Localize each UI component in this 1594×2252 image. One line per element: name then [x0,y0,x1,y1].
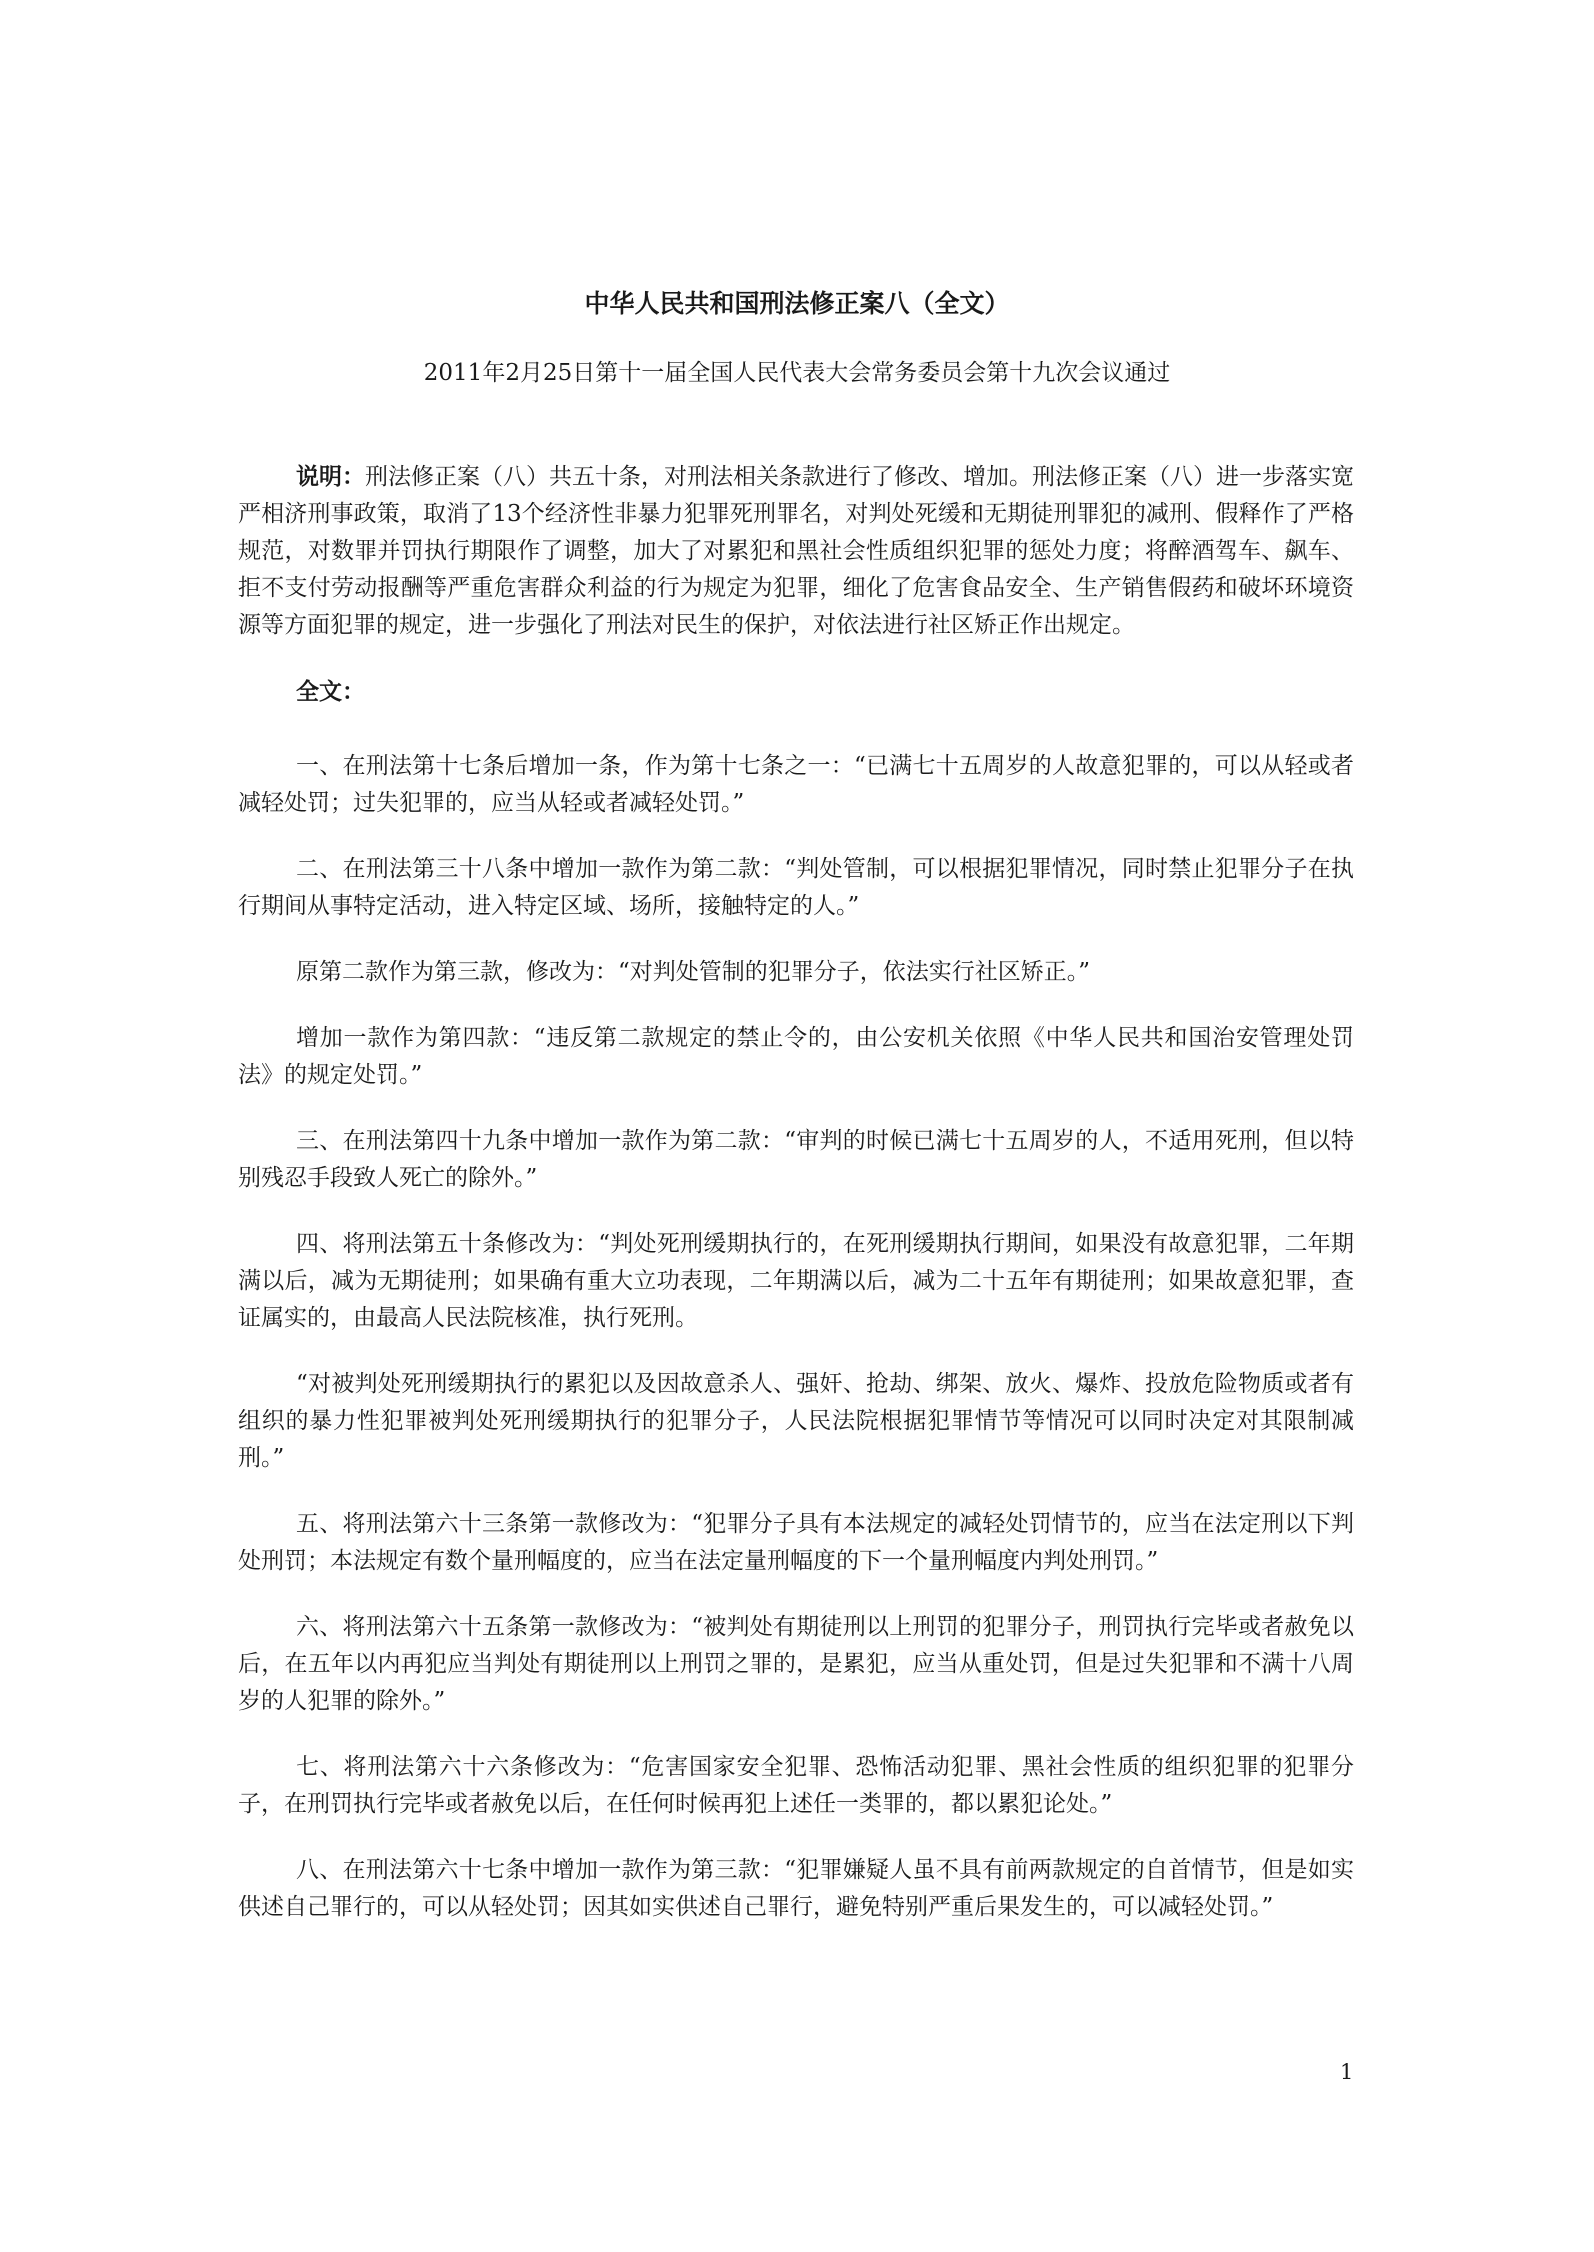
document-title: 中华人民共和国刑法修正案八（全文） [584,289,1010,318]
article-paragraph: 三、在刑法第四十九条中增加一款作为第二款：“审判的时候已满七十五周岁的人，不适用死刑，但以特别残忍手段致人死亡的除外。” [238,1128,1354,1191]
document-subtitle: 2011年2月25日第十一届全国人民代表大会常务委员会第十九次会议通过 [423,360,1171,386]
article-paragraph: 六、将刑法第六十五条第一款修改为：“被判处有期徒刑以上刑罚的犯罪分子，刑罚执行完毕或者赦免以后，在五年以内再犯应当判处有期徒刑以上刑罚之罪的，是累犯，应当从重处罚，但是过失犯罪和不满十八周岁的人犯罪的除外。” [238,1614,1354,1714]
article-paragraph: 七、将刑法第六十六条修改为：“危害国家安全犯罪、恐怖活动犯罪、黑社会性质的组织犯罪的犯罪分子，在刑罚执行完毕或者赦免以后，在任何时候再犯上述任一类罪的，都以累犯论处。” [238,1754,1354,1817]
note-label: 说明： [296,463,365,490]
note-text: 刑法修正案（八）共五十条，对刑法相关条款进行了修改、增加。刑法修正案（八）进一步落实宽严相济刑事政策，取消了13个经济性非暴力犯罪死刑罪名，对判处死缓和无期徒刑罪犯的减刑、假释作了严格规范，对数罪并罚执行期限作了调整，加大了对累犯和黑社会性质组织犯罪的惩处力度；将醉酒驾车、飙车、拒不支付劳动报酬等严重危害群众利益的行为规定为犯罪，细化了危害食品安全、生产销售假药和破坏环境资源等方面犯罪的规定，进一步强化了刑法对民生的保护，对依法进行社区矫正作出规定。 [238,464,1354,638]
document-body [238,458,1354,1955]
fulltext-label-text: 全文： [296,678,365,705]
page-number: 1 [1340,2060,1354,2084]
article-paragraph: 原第二款作为第三款，修改为：“对判处管制的犯罪分子，依法实行社区矫正。” [296,959,1091,985]
fulltext-label [238,673,1354,711]
note-paragraph [238,458,1354,644]
article-paragraph: 五、将刑法第六十三条第一款修改为：“犯罪分子具有本法规定的减轻处罚情节的，应当在法定刑以下判处刑罚；本法规定有数个量刑幅度的，应当在法定量刑幅度的下一个量刑幅度内判处刑罚。” [238,1511,1354,1574]
article-paragraph: 八、在刑法第六十七条中增加一款作为第三款：“犯罪嫌疑人虽不具有前两款规定的自首情节，但是如实供述自己罪行的，可以从轻处罚；因其如实供述自己罪行，避免特别严重后果发生的，可以减轻处罚。” [238,1857,1354,1920]
article-paragraph: 四、将刑法第五十条修改为：“判处死刑缓期执行的，在死刑缓期执行期间，如果没有故意犯罪，二年期满以后，减为无期徒刑；如果确有重大立功表现，二年期满以后，减为二十五年有期徒刑；如果故意犯罪，查证属实的，由最高人民法院核准，执行死刑。 [238,1231,1354,1331]
article-paragraph: 二、在刑法第三十八条中增加一款作为第二款：“判处管制，可以根据犯罪情况，同时禁止犯罪分子在执行期间从事特定活动，进入特定区域、场所，接触特定的人。” [238,856,1354,919]
article-paragraph: “对被判处死刑缓期执行的累犯以及因故意杀人、强奸、抢劫、绑架、放火、爆炸、投放危险物质或者有组织的暴力性犯罪被判处死刑缓期执行的犯罪分子，人民法院根据犯罪情节等情况可以同时决定对其限制减刑。” [238,1371,1354,1471]
article-paragraph: 增加一款作为第四款：“违反第二款规定的禁止令的，由公安机关依照《中华人民共和国治安管理处罚法》的规定处罚。” [238,1025,1354,1088]
article-paragraph: 一、在刑法第十七条后增加一条，作为第十七条之一：“已满七十五周岁的人故意犯罪的，可以从轻或者减轻处罚；过失犯罪的，应当从轻或者减轻处罚。” [238,753,1354,816]
